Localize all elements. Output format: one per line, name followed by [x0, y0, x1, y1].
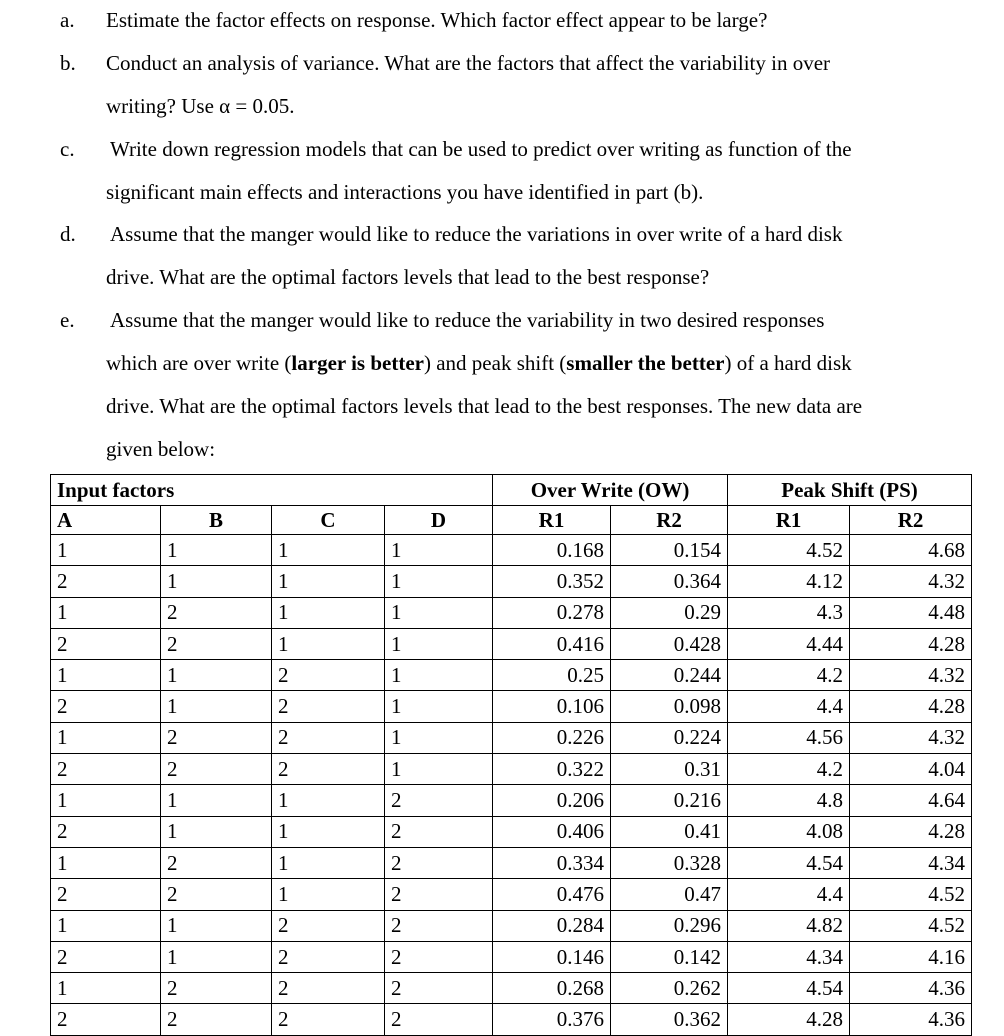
cell-ps-r1: 4.82: [728, 910, 850, 941]
cell-d: 1: [385, 722, 493, 753]
cell-ps-r2: 4.28: [850, 691, 972, 722]
table-row: [51, 597, 972, 628]
cell-c: 2: [272, 941, 385, 972]
cell-a: 2: [51, 879, 161, 910]
table-row: [51, 535, 972, 566]
cell-ps-r1: 4.28: [728, 1004, 850, 1035]
cell-d: 2: [385, 816, 493, 847]
cell-ow-r2: 0.098: [611, 691, 728, 722]
cell-c: 2: [272, 1004, 385, 1035]
cell-d: 2: [385, 879, 493, 910]
cell-b: 2: [161, 847, 272, 878]
cell-d: 2: [385, 910, 493, 941]
cell-d: 2: [385, 847, 493, 878]
col-header-d: D: [385, 506, 493, 535]
question-letter: a.: [60, 8, 75, 32]
table-row: [51, 941, 972, 972]
cell-ow-r1: 0.278: [493, 597, 611, 628]
text-run: which are over write (: [106, 351, 292, 375]
cell-c: 2: [272, 910, 385, 941]
col-header-b: B: [161, 506, 272, 535]
cell-c: 2: [272, 660, 385, 691]
cell-b: 1: [161, 660, 272, 691]
table-row: [51, 816, 972, 847]
question-text: writing? Use α = 0.05.: [106, 94, 295, 118]
cell-ps-r1: 4.08: [728, 816, 850, 847]
question-text: [106, 351, 852, 376]
question-text: Write down regression models that can be used to predict over writing as function of the: [110, 137, 852, 161]
table-row: [51, 910, 972, 941]
question-text: significant main effects and interactions you have identified in part (b).: [106, 180, 704, 204]
cell-ow-r2: 0.364: [611, 566, 728, 597]
cell-ps-r1: 4.8: [728, 785, 850, 816]
cell-a: 2: [51, 566, 161, 597]
cell-d: 2: [385, 941, 493, 972]
cell-ps-r1: 4.56: [728, 722, 850, 753]
cell-ps-r2: 4.16: [850, 941, 972, 972]
cell-c: 1: [272, 847, 385, 878]
question-text: Conduct an analysis of variance. What are the factors that affect the variability in over: [106, 51, 831, 75]
question-text: given below:: [106, 437, 216, 461]
cell-ow-r2: 0.224: [611, 722, 728, 753]
cell-b: 2: [161, 754, 272, 785]
col-header-ow-r1: R1: [493, 506, 611, 535]
cell-c: 2: [272, 754, 385, 785]
cell-b: 2: [161, 879, 272, 910]
cell-ps-r1: 4.4: [728, 691, 850, 722]
col-header-a: A: [51, 506, 161, 535]
cell-ow-r1: 0.476: [493, 879, 611, 910]
cell-ps-r2: 4.28: [850, 816, 972, 847]
cell-ow-r2: 0.41: [611, 816, 728, 847]
table-row: [51, 566, 972, 597]
question-text: Estimate the factor effects on response. Which factor effect appear to be large?: [106, 8, 768, 32]
table-row: [51, 660, 972, 691]
cell-ow-r1: 0.106: [493, 691, 611, 722]
cell-b: 1: [161, 566, 272, 597]
cell-b: 2: [161, 628, 272, 659]
group-over-write: Over Write (OW): [493, 475, 728, 506]
cell-a: 2: [51, 691, 161, 722]
cell-ow-r2: 0.428: [611, 628, 728, 659]
cell-ow-r1: 0.226: [493, 722, 611, 753]
cell-ow-r1: 0.406: [493, 816, 611, 847]
cell-c: 2: [272, 722, 385, 753]
cell-ow-r2: 0.154: [611, 535, 728, 566]
cell-a: 2: [51, 628, 161, 659]
cell-b: 2: [161, 1004, 272, 1035]
cell-c: 1: [272, 628, 385, 659]
question-text: drive. What are the optimal factors levels that lead to the best response?: [106, 265, 710, 289]
emphasis-smaller-the-better: smaller the better: [566, 351, 725, 375]
cell-ps-r1: 4.2: [728, 754, 850, 785]
cell-ps-r2: 4.64: [850, 785, 972, 816]
cell-ow-r2: 0.296: [611, 910, 728, 941]
cell-b: 2: [161, 973, 272, 1004]
text-run: ) of a hard disk: [724, 351, 852, 375]
emphasis-larger-is-better: larger is better: [291, 351, 424, 375]
cell-ow-r2: 0.362: [611, 1004, 728, 1035]
cell-c: 1: [272, 535, 385, 566]
cell-ow-r2: 0.142: [611, 941, 728, 972]
cell-d: 1: [385, 691, 493, 722]
cell-ow-r2: 0.262: [611, 973, 728, 1004]
cell-c: 1: [272, 597, 385, 628]
table-row: [51, 847, 972, 878]
cell-ow-r2: 0.216: [611, 785, 728, 816]
cell-ps-r2: 4.04: [850, 754, 972, 785]
cell-a: 1: [51, 535, 161, 566]
cell-ow-r1: 0.416: [493, 628, 611, 659]
col-header-c: C: [272, 506, 385, 535]
question-letter: b.: [60, 51, 76, 75]
table-row: [51, 722, 972, 753]
cell-ps-r2: 4.28: [850, 628, 972, 659]
question-text: Assume that the manger would like to reduce the variability in two desired responses: [110, 308, 825, 332]
table-row: [51, 1004, 972, 1035]
cell-ps-r1: 4.4: [728, 879, 850, 910]
group-peak-shift: Peak Shift (PS): [728, 475, 972, 506]
cell-ps-r1: 4.2: [728, 660, 850, 691]
cell-b: 2: [161, 722, 272, 753]
cell-ps-r1: 4.44: [728, 628, 850, 659]
question-letter: c.: [60, 137, 75, 161]
cell-ow-r1: 0.146: [493, 941, 611, 972]
cell-ow-r2: 0.244: [611, 660, 728, 691]
cell-ow-r1: 0.25: [493, 660, 611, 691]
cell-c: 1: [272, 566, 385, 597]
cell-ps-r2: 4.36: [850, 973, 972, 1004]
group-header-row: [51, 475, 972, 506]
cell-d: 1: [385, 566, 493, 597]
cell-ps-r2: 4.48: [850, 597, 972, 628]
cell-ow-r2: 0.29: [611, 597, 728, 628]
cell-ow-r1: 0.284: [493, 910, 611, 941]
cell-ow-r2: 0.328: [611, 847, 728, 878]
table-row: [51, 754, 972, 785]
cell-a: 1: [51, 910, 161, 941]
cell-b: 1: [161, 535, 272, 566]
cell-ps-r2: 4.52: [850, 910, 972, 941]
text-run: ) and peak shift (: [423, 351, 567, 375]
cell-ow-r1: 0.334: [493, 847, 611, 878]
question-letter: d.: [60, 222, 76, 246]
col-header-ps-r2: R2: [850, 506, 972, 535]
cell-a: 1: [51, 660, 161, 691]
cell-b: 1: [161, 910, 272, 941]
cell-ps-r1: 4.52: [728, 535, 850, 566]
cell-ps-r2: 4.52: [850, 879, 972, 910]
cell-d: 1: [385, 597, 493, 628]
cell-d: 1: [385, 754, 493, 785]
cell-d: 2: [385, 1004, 493, 1035]
column-header-row: [51, 506, 972, 535]
cell-ow-r1: 0.322: [493, 754, 611, 785]
cell-ps-r1: 4.12: [728, 566, 850, 597]
cell-b: 1: [161, 816, 272, 847]
cell-a: 1: [51, 597, 161, 628]
cell-ps-r2: 4.34: [850, 847, 972, 878]
cell-a: 2: [51, 1004, 161, 1035]
cell-d: 1: [385, 660, 493, 691]
table-row: [51, 973, 972, 1004]
cell-c: 2: [272, 691, 385, 722]
cell-ps-r2: 4.68: [850, 535, 972, 566]
cell-ps-r1: 4.54: [728, 847, 850, 878]
cell-ow-r2: 0.31: [611, 754, 728, 785]
col-header-ow-r2: R2: [611, 506, 728, 535]
cell-a: 1: [51, 722, 161, 753]
table-row: [51, 691, 972, 722]
cell-ps-r1: 4.3: [728, 597, 850, 628]
table-row: [51, 879, 972, 910]
cell-c: 1: [272, 785, 385, 816]
cell-d: 2: [385, 973, 493, 1004]
table-row: [51, 785, 972, 816]
cell-d: 1: [385, 628, 493, 659]
cell-ow-r1: 0.376: [493, 1004, 611, 1035]
cell-c: 1: [272, 816, 385, 847]
cell-ow-r1: 0.352: [493, 566, 611, 597]
cell-b: 1: [161, 785, 272, 816]
cell-ps-r1: 4.54: [728, 973, 850, 1004]
cell-ps-r1: 4.34: [728, 941, 850, 972]
cell-ow-r2: 0.47: [611, 879, 728, 910]
cell-ow-r1: 0.168: [493, 535, 611, 566]
col-header-ps-r1: R1: [728, 506, 850, 535]
cell-b: 2: [161, 597, 272, 628]
cell-ps-r2: 4.32: [850, 722, 972, 753]
cell-c: 2: [272, 973, 385, 1004]
group-input-factors: Input factors: [51, 475, 493, 506]
cell-b: 1: [161, 691, 272, 722]
cell-c: 1: [272, 879, 385, 910]
cell-a: 1: [51, 785, 161, 816]
question-text: drive. What are the optimal factors levels that lead to the best responses. The new data are: [106, 394, 863, 418]
cell-ps-r2: 4.32: [850, 566, 972, 597]
question-letter: e.: [60, 308, 75, 332]
cell-ps-r2: 4.36: [850, 1004, 972, 1035]
cell-a: 2: [51, 816, 161, 847]
cell-d: 1: [385, 535, 493, 566]
cell-ps-r2: 4.32: [850, 660, 972, 691]
table-row: [51, 628, 972, 659]
cell-ow-r1: 0.268: [493, 973, 611, 1004]
cell-d: 2: [385, 785, 493, 816]
question-text: Assume that the manger would like to reduce the variations in over write of a hard disk: [110, 222, 843, 246]
cell-a: 1: [51, 847, 161, 878]
cell-b: 1: [161, 941, 272, 972]
cell-a: 1: [51, 973, 161, 1004]
cell-ow-r1: 0.206: [493, 785, 611, 816]
cell-a: 2: [51, 754, 161, 785]
data-table: [50, 474, 972, 1036]
cell-a: 2: [51, 941, 161, 972]
